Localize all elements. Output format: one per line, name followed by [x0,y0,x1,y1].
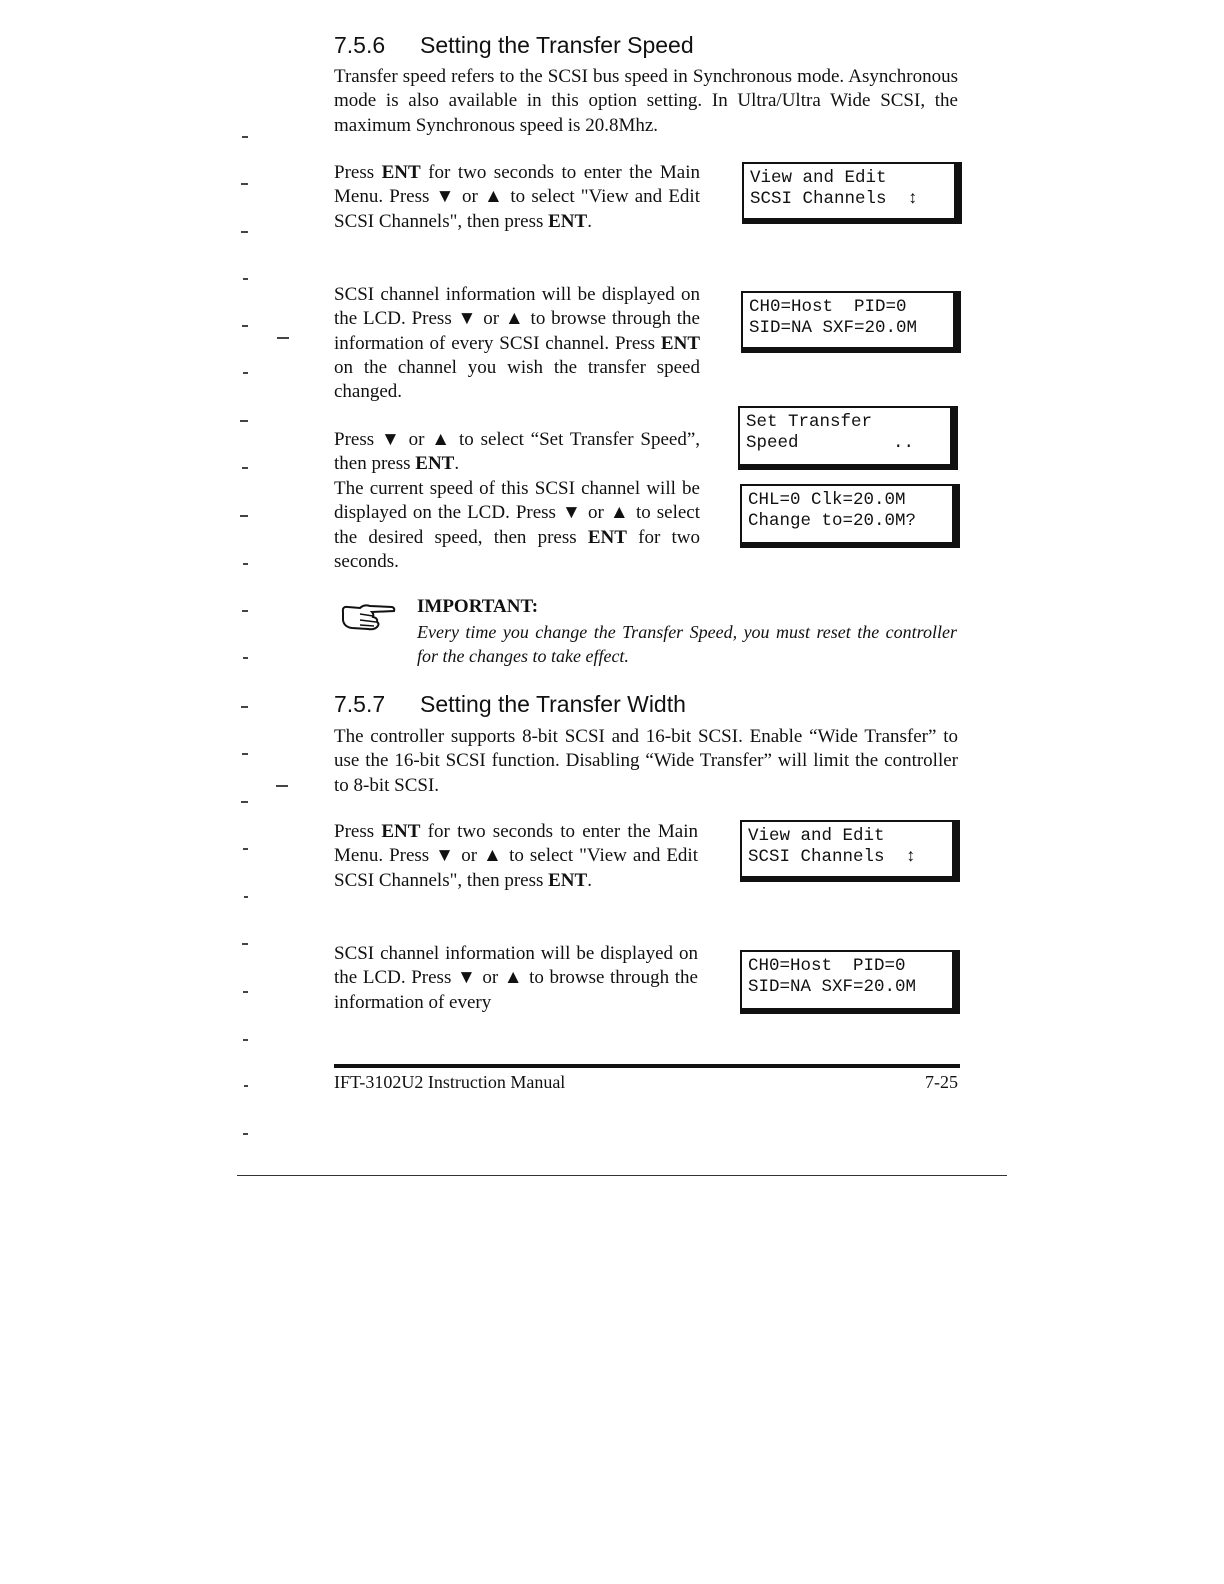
margin-mark [241,183,248,185]
margin-mark [243,848,248,850]
pointing-hand-icon [340,602,396,632]
margin-mark [242,610,248,612]
step-change-speed: The current speed of this SCSI channel will be displayed on the LCD. Press ▼ or ▲ to select the desired speed, then press ENT for two seconds. [334,478,700,572]
section-heading-7-5-6 [334,32,694,59]
margin-mark [244,1085,248,1087]
margin-mark [243,1133,248,1135]
section-heading-7-5-7 [334,691,686,718]
section-intro: Transfer speed refers to the SCSI bus speed in Synchronous mode. Asynchronous mode is also available in this option setting. In Ultra/Ultra Wide SCSI, the maximum Synchronous speed is 20.8Mhz. [334,66,958,136]
step-enter-main-menu: Press ENT for two seconds to enter the Main Menu. Press ▼ or ▲ to select "View and Edit SCSI Channels", then press ENT. [334,162,700,232]
margin-mark [241,706,248,708]
section-intro: The controller supports 8-bit SCSI and 16-bit SCSI. Enable “Wide Transfer” to use the 16-bit SCSI function. Disabling “Wide Transfer” will limit the controller to 8-bit SCSI. [334,726,958,796]
margin-mark [242,136,248,138]
step-enter-main-menu: Press ENT for two seconds to enter the Main Menu. Press ▼ or ▲ to select "View and Edit SCSI Channels", then press ENT. [334,821,698,891]
margin-mark [243,278,248,280]
margin-mark [277,337,289,339]
margin-mark [243,991,248,993]
lcd-change-speed: CHL=0 Clk=20.0M Change to=20.0M? [740,484,960,548]
margin-mark [242,943,248,945]
important-text: Every time you change the Transfer Speed, you must reset the controller for the changes to take effect. [417,622,957,666]
margin-mark [276,785,288,787]
lcd-view-edit-scsi: View and Edit SCSI Channels ↕ [740,820,960,882]
margin-mark [243,657,248,659]
lcd-channel-info: CH0=Host PID=0 SID=NA SXF=20.0M [740,950,960,1014]
margin-mark [241,231,248,233]
section-number: 7.5.6 [334,32,386,58]
scan-edge-line [237,1175,1007,1176]
margin-mark [240,515,248,517]
step-browse-channels: SCSI channel information will be displayed on the LCD. Press ▼ or ▲ to browse through the information of every [334,943,698,1013]
step-browse-channels: SCSI channel information will be displayed on the LCD. Press ▼ or ▲ to browse through the information of every SCSI channel. Press ENT on the channel you wish the transfer speed changed. [334,284,700,403]
margin-mark [242,325,248,327]
margin-mark [242,467,248,469]
section-title: Setting the Transfer Width [420,691,686,717]
footer-page-number: 7-25 [925,1072,958,1092]
section-number: 7.5.7 [334,691,386,717]
margin-mark [243,1039,248,1041]
footer-rule [334,1064,960,1068]
important-title: IMPORTANT: [417,596,539,617]
margin-mark [243,372,248,374]
margin-mark [240,420,248,422]
footer-manual-title: IFT-3102U2 Instruction Manual [334,1072,566,1092]
section-title: Setting the Transfer Speed [420,32,694,58]
margin-mark [242,753,248,755]
margin-mark [243,563,248,565]
step-select-transfer-speed: Press ▼ or ▲ to select “Set Transfer Speed”, then press ENT. [334,429,700,475]
margin-mark [241,801,248,803]
lcd-channel-info: CH0=Host PID=0 SID=NA SXF=20.0M [741,291,961,353]
lcd-view-edit-scsi: View and Edit SCSI Channels ↕ [742,162,962,224]
margin-mark [244,896,248,898]
lcd-set-transfer-speed: Set Transfer Speed .. [738,406,958,470]
